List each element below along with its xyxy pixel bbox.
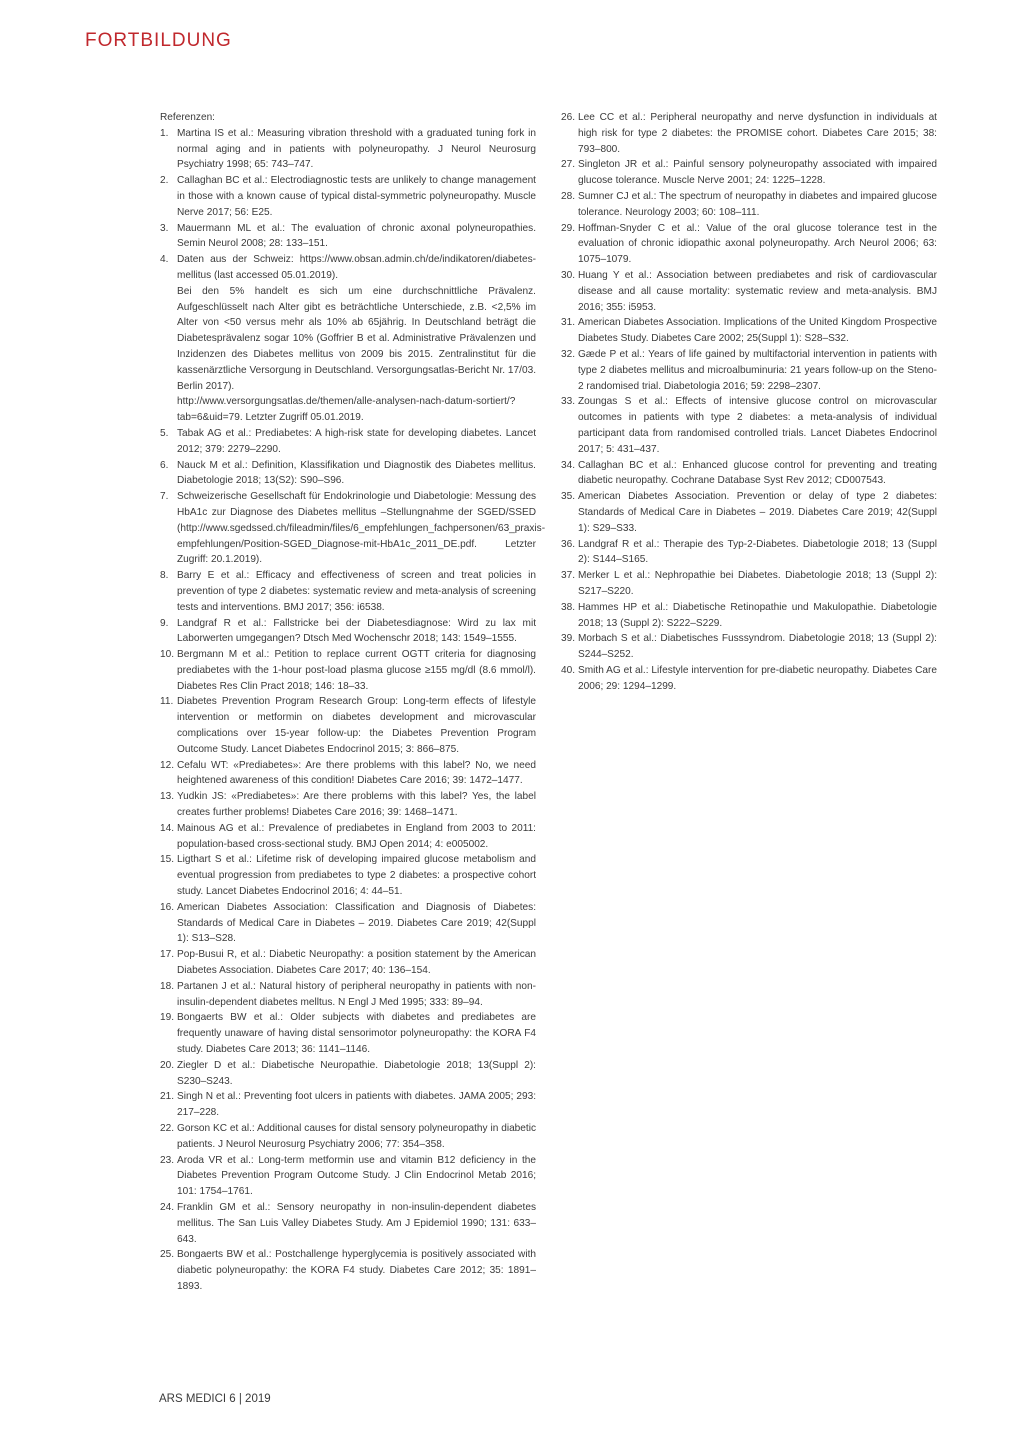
reference-item (561, 189, 937, 221)
reference-text: Yudkin JS: «Prediabetes»: Are there problems with this label? Yes, the label creates further problems! Diabetes Care 2016; 39: 1468–1471. (177, 791, 536, 819)
reference-text: Diabetes Prevention Program Research Group: Long-term effects of lifestyle intervention or metformin on diabetes development and microvascular complications over 15-year follow-up: the Diabetes Prevention Program Outcome Study. Lancet Diabetes Endocrinol 2015; 3: 866–875. (177, 696, 536, 755)
reference-item (160, 616, 536, 648)
reference-number: 30. (561, 269, 576, 281)
reference-number: 35. (561, 491, 576, 503)
reference-text: Lee CC et al.: Peripheral neuropathy and nerve dysfunction in individuals at high risk for type 2 diabetes: the PROMISE cohort. Diabetes Care 2015; 38: 793–800. (578, 112, 937, 155)
references-column-right (561, 110, 937, 694)
reference-text: Hoffman-Snyder C et al.: Value of the oral glucose tolerance test in the evaluation of chronic idiopathic axonal polyneuropathy. Arch Neurol 2006; 63: 1075–1079. (578, 222, 937, 266)
reference-text: Ziegler D et al.: Diabetische Neuropathie. Diabetologie 2018; 13(Suppl 2): S230–S243. (177, 1059, 536, 1087)
reference-number: 16. (160, 901, 175, 913)
reference-number: 40. (561, 664, 576, 676)
reference-number: 37. (561, 570, 576, 582)
reference-item (561, 489, 937, 536)
reference-number: 20. (160, 1059, 175, 1071)
reference-number: 24. (160, 1201, 175, 1213)
reference-number: 11. (160, 696, 174, 708)
reference-text: Callaghan BC et al.: Enhanced glucose control for preventing and treating diabetic neuropathy. Cochrane Database Syst Rev 2012; CD007543. (578, 459, 937, 487)
reference-item (160, 821, 536, 853)
reference-text: Gæde P et al.: Years of life gained by multifactorial intervention in patients with type 2 diabetes mellitus and microalbuminuria: 21 years follow-up on the Steno-2 randomised trial. Diabetologia 2016; 59: 2298–2307. (578, 348, 937, 392)
reference-text: Daten aus der Schweiz: https://www.obsan.admin.ch/de/indikatoren/diabetes-mellitus (last accessed 05.01.2019). (177, 254, 536, 281)
reference-number: 13. (160, 791, 175, 803)
reference-note: Bei den 5% handelt es sich um eine durchschnittliche Prävalenz. Aufgeschlüsselt nach Alter gibt es beträchtliche Unterschiede, z.B. <2,5% im Alter von <50 versus mehr als 10% ab 65jährig. In Deutschland beträgt die Diabetesprävalenz sogar 10% (Goffrier B et al. Administrative Prävalenzen und Inzidenzen des Diabetes mellitus von 2009 bis 2015. Zentralinstitut für die kassenärztliche Versorgung in Deutschland. Versorgungsatlas-Bericht Nr. 17/03. Berlin 2017). (177, 285, 536, 392)
reference-item (160, 1121, 536, 1153)
reference-number: 27. (561, 159, 576, 171)
page-footer: ARS MEDICI 6 | 2019 (159, 1393, 271, 1405)
reference-item (561, 537, 937, 569)
reference-number: 38. (561, 601, 576, 613)
reference-number: 18. (160, 980, 175, 992)
reference-item (160, 900, 536, 947)
reference-item (160, 458, 536, 490)
reference-number: 3. (160, 222, 169, 234)
reference-text: Merker L et al.: Nephropathie bei Diabetes. Diabetologie 2018; 13 (Suppl 2): S217–S220. (578, 570, 937, 597)
reference-number: 31. (561, 317, 576, 329)
reference-text: American Diabetes Association: Classification and Diagnosis of Diabetes: Standards of Medical Care in Diabetes – 2019. Diabetes Care 2019; 42(Suppl 1): S13–S28. (177, 901, 536, 945)
reference-item (561, 315, 937, 347)
reference-text: Barry E et al.: Efficacy and effectiveness of screen and treat policies in prevention of type 2 diabetes: systematic review and meta-analysis of screening tests and interventions. BMJ 2017; 356: i6538. (177, 570, 536, 613)
reference-number: 9. (160, 617, 169, 629)
reference-text: Pop-Busui R, et al.: Diabetic Neuropathy: a position statement by the American Diabetes Association. Diabetes Care 2017; 40: 136–154. (177, 949, 536, 977)
reference-item (160, 221, 536, 253)
reference-item (160, 1153, 536, 1200)
reference-item (160, 947, 536, 979)
reference-item (561, 394, 937, 457)
reference-number: 12. (160, 759, 175, 771)
reference-number: 25. (160, 1249, 175, 1261)
reference-number: 29. (561, 222, 576, 234)
reference-text: Bongaerts BW et al.: Older subjects with diabetes and prediabetes are frequently unaware of having distal sensorimotor polyneuropathy: the KORA F4 study. Diabetes Care 2013; 36: 1141–1146. (177, 1012, 536, 1056)
references-column-left (160, 110, 546, 1295)
reference-number: 23. (160, 1154, 175, 1166)
reference-item (561, 458, 937, 490)
reference-text: Bergmann M et al.: Petition to replace current OGTT criteria for diagnosing prediabetes with the 1-hour post-load plasma glucose ≥155 mg/dl (8.6 mmol/l). Diabetes Res Clin Pract 2018; 146: 18–33. (177, 649, 536, 692)
reference-item (561, 663, 937, 695)
reference-text: Martina IS et al.: Measuring vibration threshold with a graduated tuning fork in normal aging and in patients with polyneuropathy. J Neurol Neurosurg Psychiatry 1998; 65: 743–747. (177, 127, 536, 171)
reference-item (561, 568, 937, 600)
reference-item (160, 1010, 536, 1057)
reference-item (160, 173, 536, 220)
reference-list-right (561, 110, 937, 694)
reference-number: 8. (160, 570, 169, 582)
reference-note: http://www.versorgungsatlas.de/themen/alle-analysen-nach-datum-sortiert/?tab=6&uid=79. Letzter Zugriff 05.01.2019. (177, 396, 516, 424)
reference-item (561, 631, 937, 663)
reference-number: 10. (160, 649, 175, 661)
reference-item (160, 1247, 536, 1294)
reference-text: Cefalu WT: «Prediabetes»: Are there problems with this label? No, we need heightened awareness of this condition! Diabetes Care 2016; 39: 1472–1477. (177, 759, 536, 787)
reference-item (160, 647, 536, 694)
reference-number: 32. (561, 348, 576, 360)
reference-item (160, 489, 546, 568)
reference-text: Hammes HP et al.: Diabetische Retinopathie und Makulopathie. Diabetologie 2018; 13 (Suppl 2): S222–S229. (578, 601, 937, 629)
reference-text: Bongaerts BW et al.: Postchallenge hyperglycemia is positively associated with diabetic polyneuropathy: the KORA F4 study. Diabetes Care 2012; 35: 1891–1893. (177, 1249, 536, 1292)
reference-text: Zoungas S et al.: Effects of intensive glucose control on microvascular outcomes in patients with type 2 diabetes: a meta-analysis of individual participant data from randomised controlled trials. Lancet Diabetes Endocrinol 2017; 5: 431–437. (578, 396, 937, 455)
reference-text: Gorson KC et al.: Additional causes for distal sensory polyneuropathy in diabetic patients. J Neurol Neurosurg Psychiatry 2006; 77: 354–358. (177, 1123, 536, 1150)
reference-item (160, 758, 536, 790)
reference-text: Mauermann ML et al.: The evaluation of chronic axonal polyneuropathies. Semin Neurol 2008; 28: 133–151. (177, 222, 536, 250)
reference-text: Partanen J et al.: Natural history of peripheral neuropathy in patients with non-insulin-dependent diabetes melltus. N Engl J Med 1995; 333: 89–94. (177, 980, 536, 1008)
reference-item (160, 694, 536, 757)
reference-item (561, 268, 937, 315)
reference-number: 5. (160, 427, 169, 439)
reference-text: Sumner CJ et al.: The spectrum of neuropathy in diabetes and impaired glucose tolerance. Neurology 2003; 60: 108–111. (578, 190, 937, 218)
reference-number: 26. (561, 112, 576, 123)
reference-text: Singh N et al.: Preventing foot ulcers in patients with diabetes. JAMA 2005; 293: 217–228. (177, 1091, 536, 1119)
reference-text: Tabak AG et al.: Prediabetes: A high-risk state for developing diabetes. Lancet 2012; 379: 2279–2290. (177, 427, 536, 455)
reference-number: 28. (561, 190, 576, 202)
reference-item (160, 1058, 536, 1090)
reference-item (160, 252, 536, 426)
reference-number: 4. (160, 254, 169, 266)
reference-text: Morbach S et al.: Diabetisches Fusssyndrom. Diabetologie 2018; 13 (Suppl 2): S244–S252. (578, 633, 937, 661)
reference-number: 17. (160, 949, 175, 961)
reference-text: American Diabetes Association. Prevention or delay of type 2 diabetes: Standards of Medical Care in Diabetes – 2019. Diabetes Care 2019; 42(Suppl 1): S29–S33. (578, 491, 937, 534)
reference-number: 2. (160, 175, 169, 187)
reference-number: 19. (160, 1012, 175, 1024)
reference-item (160, 1089, 536, 1121)
reference-number: 15. (160, 854, 175, 866)
reference-item (160, 852, 536, 899)
reference-number: 33. (561, 396, 576, 408)
reference-text: Schweizerische Gesellschaft für Endokrinologie und Diabetologie: Messung des HbA1c zur Diagnose des Diabetes mellitus –Stellungnahme der SGED/SSED (http://www.sgedssed.ch/fileadmin/files/6_empfehlungen_fachpersonen/63_praxis-empfehlungen/Position-SGED_Diagnose-mit-HbA1c_2011_DE.pdf. Letzter Zugriff: 20.1.2019). (177, 491, 546, 566)
reference-item (561, 221, 937, 268)
reference-text: Landgraf R et al.: Therapie des Typ-2-Diabetes. Diabetologie 2018; 13 (Suppl 2): S144–S165. (578, 538, 937, 566)
reference-list-left (160, 126, 546, 1295)
reference-item (160, 568, 536, 615)
reference-item (160, 789, 536, 821)
reference-text: Huang Y et al.: Association between prediabetes and risk of cardiovascular disease and all cause mortality: systematic review and meta-analysis. BMJ 2016; 355: i5953. (578, 269, 937, 313)
reference-item (561, 347, 937, 394)
reference-text: Landgraf R et al.: Fallstricke bei der Diabetesdiagnose: Wird zu lax mit Laborwerten umgegangen? Dtsch Med Wochenschr 2018; 143: 1549–1555. (177, 617, 536, 645)
reference-number: 14. (160, 822, 175, 834)
reference-item (561, 157, 937, 189)
reference-text: Franklin GM et al.: Sensory neuropathy in non-insulin-dependent diabetes mellitus. The San Luis Valley Diabetes Study. Am J Epidemiol 1990; 131: 633–643. (177, 1201, 536, 1245)
reference-text: Ligthart S et al.: Lifetime risk of developing impaired glucose metabolism and eventual progression from prediabetes to type 2 diabetes: a prospective cohort study. Lancet Diabetes Endocrinol 2016; 4: 44–51. (177, 854, 536, 898)
references-heading: Referenzen: (160, 112, 215, 123)
reference-item (160, 1200, 536, 1247)
reference-item (561, 600, 937, 632)
reference-number: 36. (561, 538, 576, 550)
reference-number: 39. (561, 633, 576, 645)
reference-text: Mainous AG et al.: Prevalence of prediabetes in England from 2003 to 2011: population-based cross-sectional study. BMJ Open 2014; 4: e005002. (177, 822, 536, 850)
reference-text: Aroda VR et al.: Long-term metformin use and vitamin B12 deficiency in the Diabetes Prevention Program Outcome Study. J Clin Endocrinol Metab 2016; 101: 1754–1761. (177, 1154, 536, 1198)
section-title: FORTBILDUNG (85, 30, 232, 51)
reference-number: 1. (160, 127, 169, 139)
reference-number: 21. (160, 1091, 175, 1103)
reference-text: Smith AG et al.: Lifestyle intervention for pre-diabetic neuropathy. Diabetes Care 2006; 29: 1294–1299. (578, 664, 937, 692)
reference-number: 34. (561, 459, 576, 471)
reference-text: Callaghan BC et al.: Electrodiagnostic tests are unlikely to change management in those with a known cause of typical distal-symmetric polyneuropathy. Muscle Nerve 2017; 56: E25. (177, 175, 536, 218)
reference-number: 22. (160, 1123, 175, 1134)
reference-item (561, 110, 937, 157)
reference-text: American Diabetes Association. Implications of the United Kingdom Prospective Diabetes Study. Diabetes Care 2002; 25(Suppl 1): S28–S32. (578, 317, 937, 345)
reference-text: Singleton JR et al.: Painful sensory polyneuropathy associated with impaired glucose tolerance. Muscle Nerve 2001; 24: 1225–1228. (578, 159, 937, 187)
reference-item (160, 126, 536, 173)
reference-item (160, 979, 536, 1011)
reference-item (160, 426, 536, 458)
reference-text: Nauck M et al.: Definition, Klassifikation und Diagnostik des Diabetes mellitus. Diabetologie 2018; 13(S2): S90–S96. (177, 459, 536, 487)
reference-number: 7. (160, 491, 169, 503)
reference-number: 6. (160, 459, 169, 471)
